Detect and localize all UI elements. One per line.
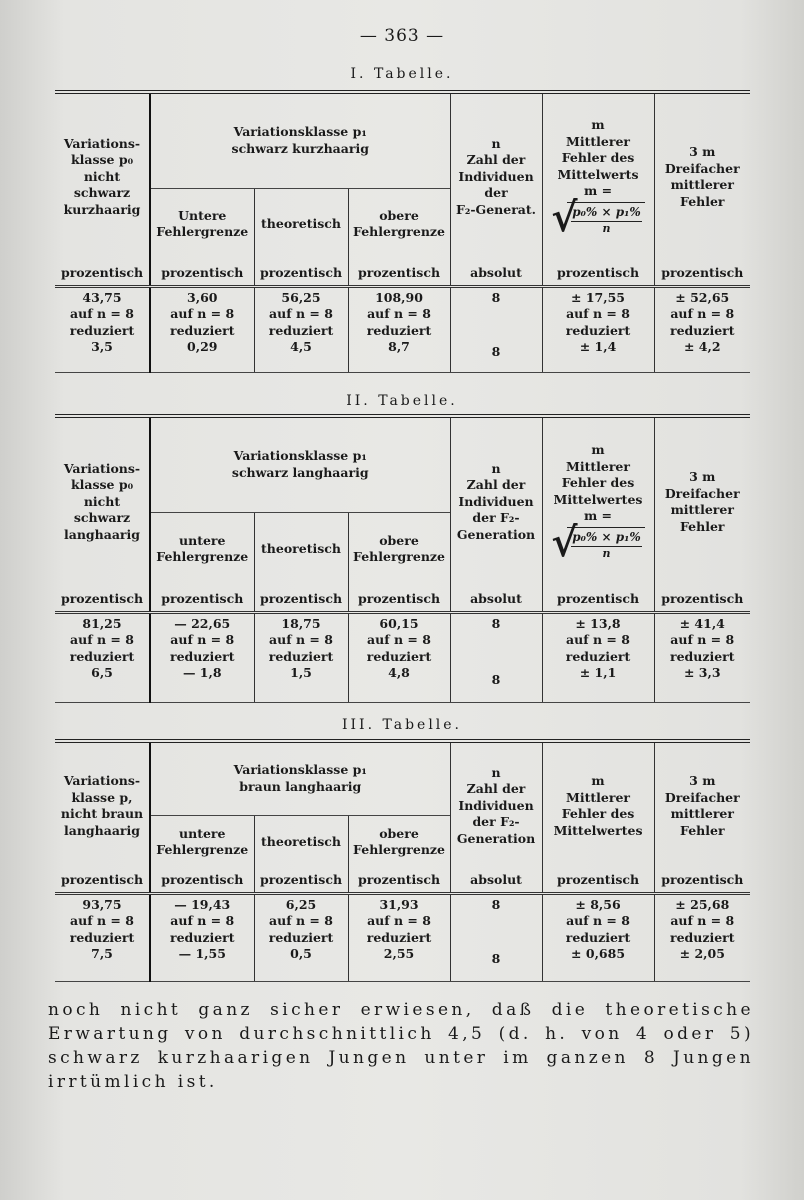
table-2-triple-error-header: 3 m Dreifacher mittlerer Fehler	[654, 416, 750, 586]
table-1-mean-error-header: m Mittlerer Fehler des Mittelwerts m = √ $\frac{\text{p₀\% × p₁\%}}{n}$	[542, 92, 654, 260]
table-3-class-p0-header: Variations- klasse p, nicht braun langhaarig	[55, 741, 150, 869]
table-1-value-lower: 3,60 auf n = 8 reduziert 0,29	[150, 286, 254, 372]
table-2-value-upper: 60,15 auf n = 8 reduziert 4,8	[348, 612, 450, 702]
table-1-unit: prozentisch	[60, 265, 144, 280]
table-3-upper-limit-header: obere Fehlergrenze	[348, 815, 450, 869]
table-2-mean-error-header: m Mittlerer Fehler des Mittelwertes m = √ $\frac{\text{p₀\% × p₁\%}}{n}$	[542, 416, 654, 586]
body-paragraph: noch nicht ganz sicher erwiesen, daß die theoretische Erwartung von durchschnittlich 4,5 (d. h. von 4 oder 5) schwarz kurzhaarigen Jungen unter im ganzen 8 Jungen irrtümlich ist.	[48, 1000, 754, 1092]
table-3-value-p0: 93,75 auf n = 8 reduziert 7,5	[55, 893, 150, 981]
table-2-unit: prozentisch	[254, 586, 348, 612]
table-2-value-theoretical: 18,75 auf n = 8 reduziert 1,5	[254, 612, 348, 702]
table-2-class-p0-header: Variations- klasse p₀ nicht schwarz langhaarig	[55, 416, 150, 586]
table-2-value-n: 8 8	[450, 612, 542, 702]
table-3-value-n: 8 8	[450, 893, 542, 981]
table-3-unit: prozentisch	[542, 869, 654, 893]
table-3-value-upper: 31,93 auf n = 8 reduziert 2,55	[348, 893, 450, 981]
table-1-formula: √ $\frac{\text{p₀\% × p₁\%}}{n}$	[551, 202, 645, 237]
table-2-value-triple-error: ± 41,4 auf n = 8 reduziert ± 3,3	[654, 612, 750, 702]
table-2	[55, 414, 750, 703]
table-2-unit: prozentisch	[150, 586, 254, 612]
table-1-lower-limit-header: Untere Fehlergrenze	[150, 188, 254, 260]
table-2-unit: prozentisch	[654, 586, 750, 612]
table-2-formula: √ $\frac{\text{p₀\% × p₁\%}}{n}$	[551, 527, 645, 562]
table-2-unit: absolut	[450, 586, 542, 612]
table-1-value-upper: 108,90 auf n = 8 reduziert 8,7	[348, 286, 450, 372]
table-3-triple-error-header: 3 m Dreifacher mittlerer Fehler	[654, 741, 750, 869]
table-1-value-p0: 43,75 auf n = 8 reduziert 3,5	[55, 286, 150, 372]
table-2-value-p0: 81,25 auf n = 8 reduziert 6,5	[55, 612, 150, 702]
table-3-lower-limit-header: untere Fehlergrenze	[150, 815, 254, 869]
table-1-value-theoretical: 56,25 auf n = 8 reduziert 4,5	[254, 286, 348, 372]
table-2-unit: prozentisch	[60, 591, 144, 606]
table-1-value-mean-error: ± 17,55 auf n = 8 reduziert ± 1,4	[542, 286, 654, 372]
table-2-value-mean-error: ± 13,8 auf n = 8 reduziert ± 1,1	[542, 612, 654, 702]
table-1	[55, 90, 750, 373]
table-2-class-p1-header: Variationsklasse p₁ schwarz langhaarig	[150, 416, 450, 512]
table-3-unit: prozentisch	[150, 869, 254, 893]
table-3-mean-error-header: m Mittlerer Fehler des Mittelwertes	[542, 741, 654, 869]
table-3	[55, 739, 750, 982]
radical-sign-icon: √	[551, 193, 578, 241]
table-1-title: I. Tabelle.	[350, 66, 454, 82]
table-1-upper-limit-header: obere Fehlergrenze	[348, 188, 450, 260]
page-number: — 363 —	[359, 26, 445, 46]
table-3-unit: prozentisch	[654, 869, 750, 893]
table-1-n-header: n Zahl der Individuen der F₂-Generat.	[450, 92, 542, 260]
table-1-unit: prozentisch	[348, 260, 450, 286]
table-2-upper-limit-header: obere Fehlergrenze	[348, 512, 450, 586]
table-1-unit: prozentisch	[654, 260, 750, 286]
table-3-n-header: n Zahl der Individuen der F₂- Generation	[450, 741, 542, 869]
table-2-lower-limit-header: untere Fehlergrenze	[150, 512, 254, 586]
table-3-theoretical-header: theoretisch	[254, 815, 348, 869]
table-2-n-header: n Zahl der Individuen der F₂- Generation	[450, 416, 542, 586]
table-2-theoretical-header: theoretisch	[254, 512, 348, 586]
table-1-unit: prozentisch	[542, 260, 654, 286]
table-2-unit: prozentisch	[348, 586, 450, 612]
table-3-value-triple-error: ± 25,68 auf n = 8 reduziert ± 2,05	[654, 893, 750, 981]
table-1-class-p1-header: Variationsklasse p₁ schwarz kurzhaarig	[150, 92, 450, 188]
table-1-triple-error-header: 3 m Dreifacher mittlerer Fehler	[654, 92, 750, 260]
table-2-title: II. Tabelle.	[346, 393, 458, 409]
table-3-value-lower: — 19,43 auf n = 8 reduziert — 1,55	[150, 893, 254, 981]
table-3-title: III. Tabelle.	[341, 717, 463, 733]
table-1-value-triple-error: ± 52,65 auf n = 8 reduziert ± 4,2	[654, 286, 750, 372]
table-1-unit: absolut	[450, 260, 542, 286]
table-3-unit: prozentisch	[348, 869, 450, 893]
table-3-value-mean-error: ± 8,56 auf n = 8 reduziert ± 0,685	[542, 893, 654, 981]
table-3-class-p1-header: Variationsklasse p₁ braun langhaarig	[150, 741, 450, 815]
table-3-value-theoretical: 6,25 auf n = 8 reduziert 0,5	[254, 893, 348, 981]
table-1-theoretical-header: theoretisch	[254, 188, 348, 260]
table-3-unit: absolut	[450, 869, 542, 893]
table-2-value-lower: — 22,65 auf n = 8 reduziert — 1,8	[150, 612, 254, 702]
table-1-unit: prozentisch	[150, 260, 254, 286]
table-1-class-p0-header: Variations- klasse p₀ nicht schwarz kurzhaarig	[55, 92, 150, 260]
table-1-value-n: 8 8	[450, 286, 542, 372]
radical-sign-icon: √	[551, 518, 578, 566]
table-3-unit: prozentisch	[254, 869, 348, 893]
table-2-unit: prozentisch	[542, 586, 654, 612]
table-3-unit: prozentisch	[60, 872, 144, 887]
table-1-unit: prozentisch	[254, 260, 348, 286]
